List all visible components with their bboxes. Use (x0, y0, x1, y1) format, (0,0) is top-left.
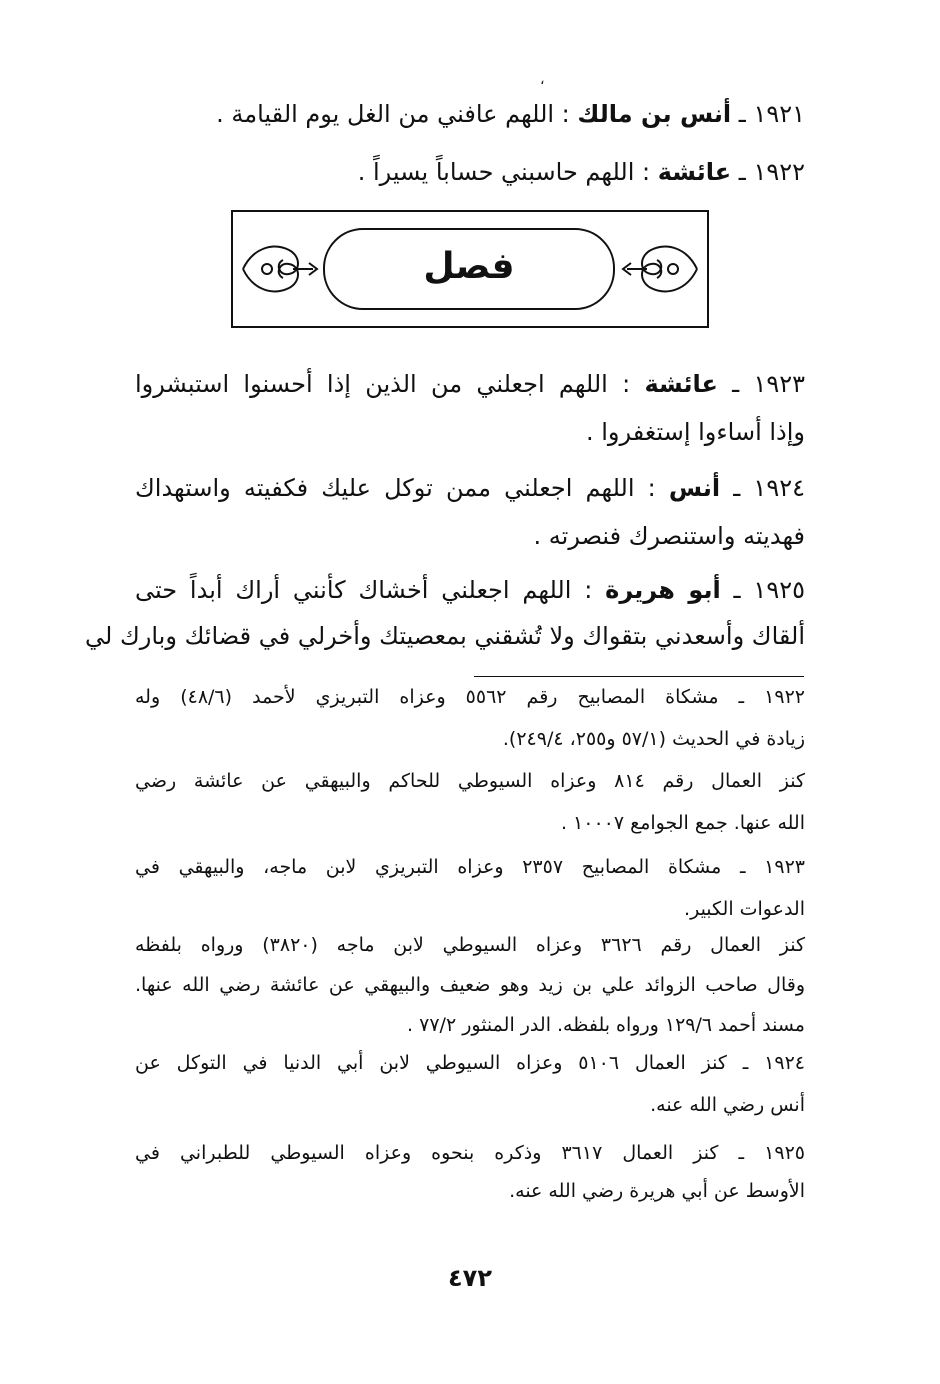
footnote-line: أنس رضي الله عنه. (650, 1094, 805, 1116)
hadith-1924 (135, 474, 805, 502)
ornament-left-icon (237, 228, 323, 310)
footnote-line: ١٩٢٢ ـ مشكاة المصابيح رقم ٥٥٦٢ وعزاه التبريزي لأحمد (٤٨/٦) وله (135, 686, 805, 708)
hadith-number: ١٩٢٤ ـ (733, 474, 805, 502)
footnote-line: ١٩٢٥ ـ كنز العمال ٣٦١٧ وذكره بنحوه وعزاه السيوطي للطبراني في (135, 1142, 805, 1164)
narrator-name: أنس (668, 474, 721, 502)
hadith-1924-continuation: فهديته واستنصرك فنصرته . (533, 522, 805, 550)
footnote-line: الله عنها. جمع الجوامع ١٠٠٠٧ . (560, 812, 805, 834)
hadith-number: ١٩٢١ ـ (738, 100, 805, 128)
footnote-line: الأوسط عن أبي هريرة رضي الله عنه. (509, 1180, 805, 1202)
narrator-name: عائشة (657, 158, 732, 186)
top-mark: ، (540, 72, 545, 88)
footnote-separator (474, 676, 804, 677)
hadith-1925 (135, 576, 805, 604)
hadith-1923 (135, 370, 805, 398)
footnote-line: مسند أحمد ١٢٩/٦ ورواه بلفظه. الدر المنثور ٧٧/٢ . (407, 1014, 805, 1036)
hadith-1923-continuation: وإذا أساءوا إستغفروا . (586, 418, 805, 446)
hadith-1922 (135, 158, 805, 186)
hadith-text: : اللهم اجعلني من الذين إذا أحسنوا استبشروا (135, 370, 631, 398)
narrator-name: عائشة (644, 370, 718, 398)
footnote-line: وقال صاحب الزوائد علي بن زيد وهو ضعيف والبيهقي عن عائشة رضي الله عنها. (135, 974, 805, 996)
hadith-number: ١٩٢٣ ـ (732, 370, 805, 398)
hadith-1921 (135, 100, 805, 128)
section-ornament-frame (231, 210, 709, 328)
ornament-right-icon (617, 228, 703, 310)
footnote-line: زيادة في الحديث (٥٧/١ و٢٥٥، ٢٤٩/٤). (502, 728, 805, 750)
hadith-text: : اللهم حاسبني حساباً يسيراً . (357, 158, 651, 186)
footnote-line: الدعوات الكبير. (684, 898, 805, 920)
hadith-text: : اللهم اجعلني أخشاك كأنني أراك أبداً حتى (135, 576, 593, 604)
footnote-line: كنز العمال رقم ٨١٤ وعزاه السيوطي للحاكم والبيهقي عن عائشة رضي (135, 770, 805, 792)
footnote-line: ١٩٢٣ ـ مشكاة المصابيح ٢٣٥٧ وعزاه التبريزي لابن ماجه، والبيهقي في (135, 856, 805, 878)
page-number: ٤٧٢ (448, 1264, 492, 1292)
footnote-line: كنز العمال رقم ٣٦٢٦ وعزاه السيوطي لابن ماجه (٣٨٢٠) ورواه بلفظه (135, 934, 805, 956)
narrator-name: أبو هريرة (605, 576, 721, 604)
hadith-number: ١٩٢٢ ـ (738, 158, 805, 186)
hadith-text: : اللهم عافني من الغل يوم القيامة . (216, 100, 570, 128)
hadith-1925-continuation: ألقاك وأسعدني بتقواك ولا تُشقني بمعصيتك وأخرلي في قضائك وبارك لي (85, 622, 805, 650)
hadith-number: ١٩٢٥ ـ (733, 576, 805, 604)
section-title-cartouche (323, 228, 615, 310)
narrator-name: أنس بن مالك (577, 100, 732, 128)
footnote-line: ١٩٢٤ ـ كنز العمال ٥١٠٦ وعزاه السيوطي لابن أبي الدنيا في التوكل عن (135, 1052, 805, 1074)
hadith-text: : اللهم اجعلني ممن توكل عليك فكفيته واستهداك (135, 474, 656, 502)
section-title: فصل (423, 246, 515, 287)
